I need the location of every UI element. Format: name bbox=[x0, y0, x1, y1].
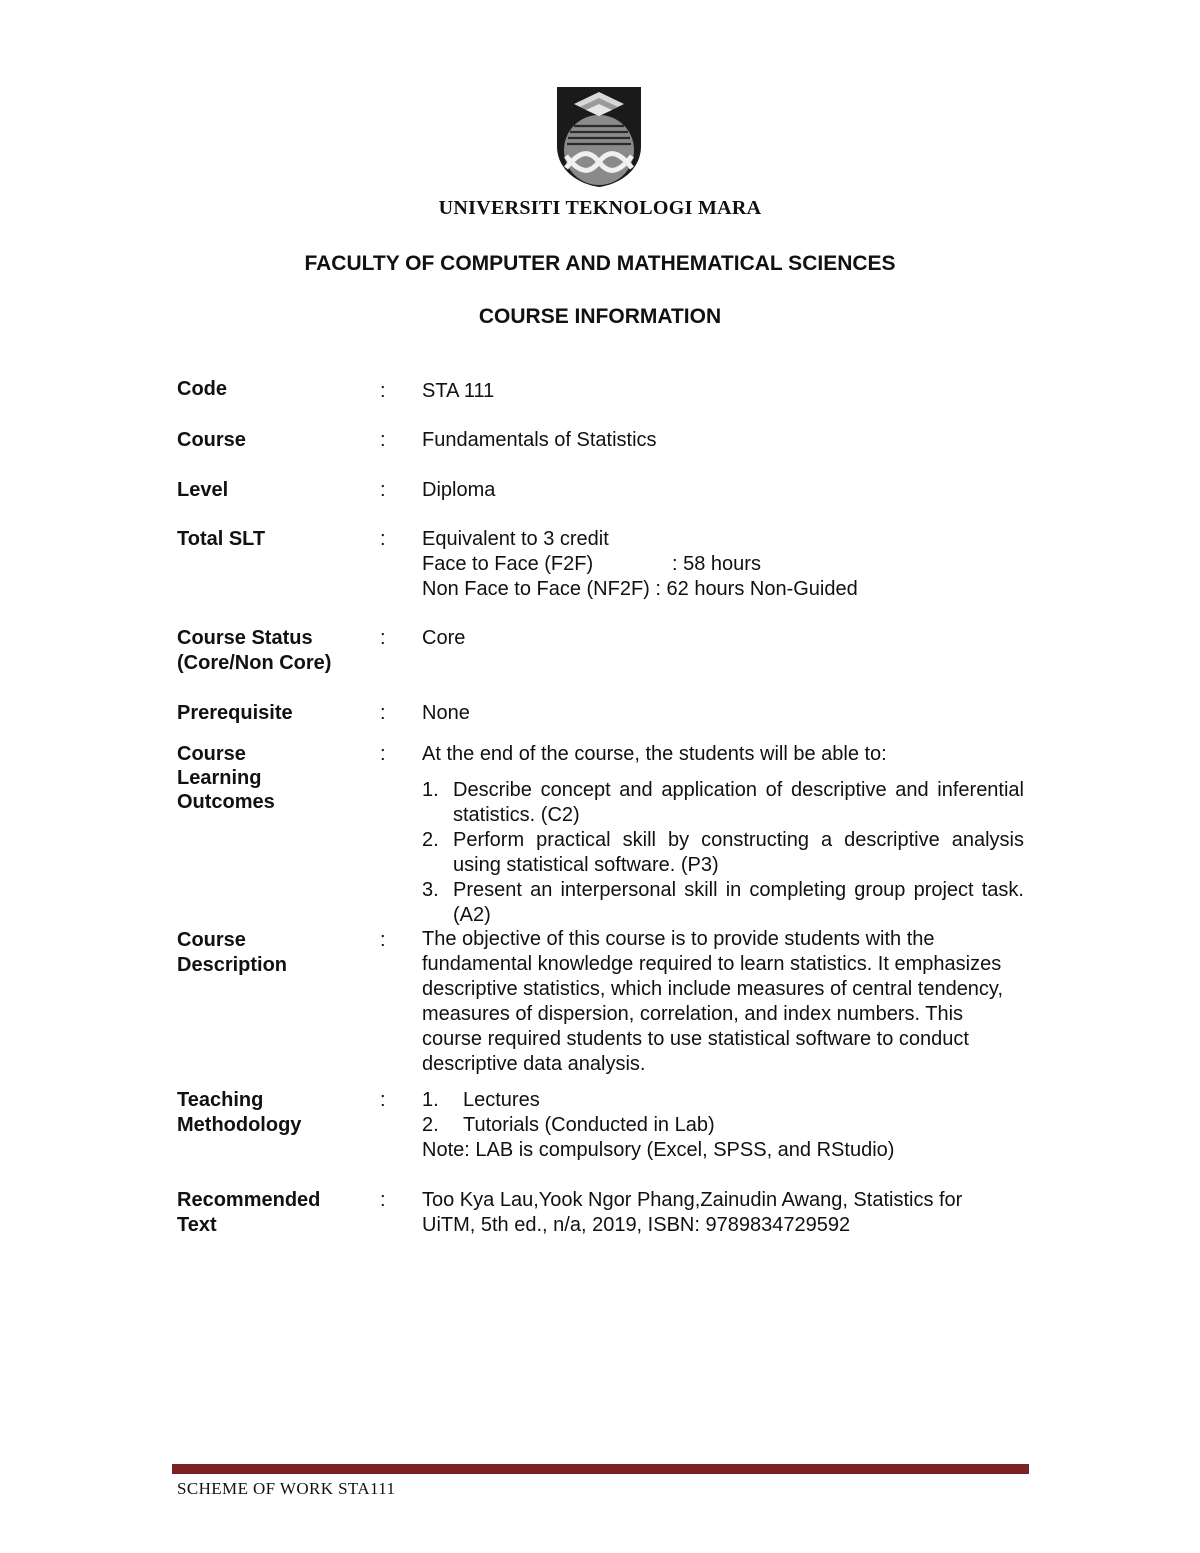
faculty-name: FACULTY OF COMPUTER AND MATHEMATICAL SCIENCES bbox=[304, 252, 896, 275]
slt-f2f bbox=[422, 552, 858, 577]
list-item-number: 3. bbox=[422, 879, 439, 901]
section-title: COURSE INFORMATION bbox=[478, 305, 722, 328]
course-colon: : bbox=[380, 429, 386, 451]
list-item-text: Lectures bbox=[463, 1089, 540, 1111]
course-description-label bbox=[177, 928, 287, 978]
slt-f2f-hours: : 58 hours bbox=[672, 553, 761, 575]
course-status-label-line1: Course Status bbox=[177, 627, 313, 649]
list-item bbox=[422, 778, 1024, 828]
learning-outcomes-label-line2: Learning bbox=[177, 767, 262, 789]
total-slt-label: Total SLT bbox=[177, 528, 266, 550]
teaching-methodology-colon: : bbox=[380, 1089, 386, 1111]
level-colon: : bbox=[380, 479, 386, 501]
recommended-text-line1: Too Kya Lau,Yook Ngor Phang,Zainudin Awang, Statistics for bbox=[422, 1189, 963, 1211]
teaching-methodology-label-line1: Teaching bbox=[177, 1089, 264, 1111]
list-item-number: 2. bbox=[422, 829, 439, 851]
course-label: Course bbox=[177, 429, 246, 451]
code-label: Code bbox=[177, 378, 227, 400]
lab-note: Note: LAB is compulsory (Excel, SPSS, and RStudio) bbox=[422, 1139, 895, 1161]
recommended-text-label-line2: Text bbox=[177, 1214, 217, 1236]
teaching-methodology-label bbox=[177, 1088, 301, 1138]
total-slt-value bbox=[422, 527, 858, 602]
list-item bbox=[422, 1113, 894, 1138]
course-description-label-line1: Course bbox=[177, 929, 246, 951]
total-slt-colon: : bbox=[380, 528, 386, 550]
course-description-label-line2: Description bbox=[177, 954, 288, 976]
prerequisite-colon: : bbox=[380, 702, 386, 724]
code-colon: : bbox=[380, 380, 386, 402]
course-status-value: Core bbox=[422, 627, 466, 649]
list-item-number: 1. bbox=[422, 779, 439, 801]
course-description-colon: : bbox=[380, 929, 386, 951]
list-item bbox=[422, 878, 1024, 928]
list-item-text: Describe concept and application of descriptive and inferential statistics. (C2) bbox=[453, 779, 1024, 826]
course-status-colon: : bbox=[380, 627, 386, 649]
slt-equivalent: Equivalent to 3 credit bbox=[422, 528, 609, 550]
list-item-text: Perform practical skill by constructing a descriptive analysis using statistical software. (P3) bbox=[453, 829, 1024, 876]
university-name: UNIVERSITI TEKNOLOGI MARA bbox=[438, 197, 762, 219]
slt-nf2f: Non Face to Face (NF2F) : 62 hours Non-Guided bbox=[422, 578, 858, 600]
learning-outcomes-intro: At the end of the course, the students will be able to: bbox=[422, 743, 887, 765]
learning-outcomes-list bbox=[422, 778, 1024, 928]
course-status-label-line2: (Core/Non Core) bbox=[177, 652, 332, 674]
footer-text: SCHEME OF WORK STA111 bbox=[177, 1479, 396, 1498]
slt-f2f-label: Face to Face (F2F) bbox=[422, 553, 594, 575]
list-item-number: 2. bbox=[422, 1114, 439, 1136]
recommended-text-line2: UiTM, 5th ed., n/a, 2019, ISBN: 9789834729592 bbox=[422, 1214, 851, 1236]
list-item bbox=[422, 1088, 894, 1113]
recommended-text-colon: : bbox=[380, 1189, 386, 1211]
learning-outcomes-colon: : bbox=[380, 743, 386, 765]
list-item-text: Present an interpersonal skill in completing group project task. (A2) bbox=[453, 879, 1024, 926]
prerequisite-value: None bbox=[422, 702, 470, 724]
learning-outcomes-label-line3: Outcomes bbox=[177, 791, 275, 813]
footer-divider bbox=[172, 1464, 1029, 1474]
level-value: Diploma bbox=[422, 479, 496, 501]
teaching-methodology-label-line2: Methodology bbox=[177, 1114, 302, 1136]
level-label: Level bbox=[177, 479, 229, 501]
code-value: STA 111 bbox=[422, 380, 495, 402]
university-logo-icon bbox=[556, 86, 642, 188]
course-description-text: The objective of this course is to provide students with the fundamental knowledge required to learn statistics. It emphasizes descriptive statistics, which include measures of central tendency, measures of dispersion, correlation, and index numbers. This course required students to use statistical software to conduct descriptive data analysis. bbox=[422, 928, 1004, 1075]
list-item bbox=[422, 828, 1024, 878]
list-item-text: Tutorials (Conducted in Lab) bbox=[463, 1114, 715, 1136]
prerequisite-label: Prerequisite bbox=[177, 702, 293, 724]
list-item-number: 1. bbox=[422, 1089, 439, 1111]
recommended-text-value bbox=[422, 1188, 962, 1238]
recommended-text-label-line1: Recommended bbox=[177, 1189, 321, 1211]
learning-outcomes-label-line1: Course bbox=[177, 743, 246, 765]
course-value: Fundamentals of Statistics bbox=[422, 429, 657, 451]
learning-outcomes-label bbox=[177, 742, 275, 814]
course-status-label bbox=[177, 626, 331, 676]
teaching-methodology-value bbox=[422, 1088, 894, 1163]
recommended-text-label bbox=[177, 1188, 320, 1238]
